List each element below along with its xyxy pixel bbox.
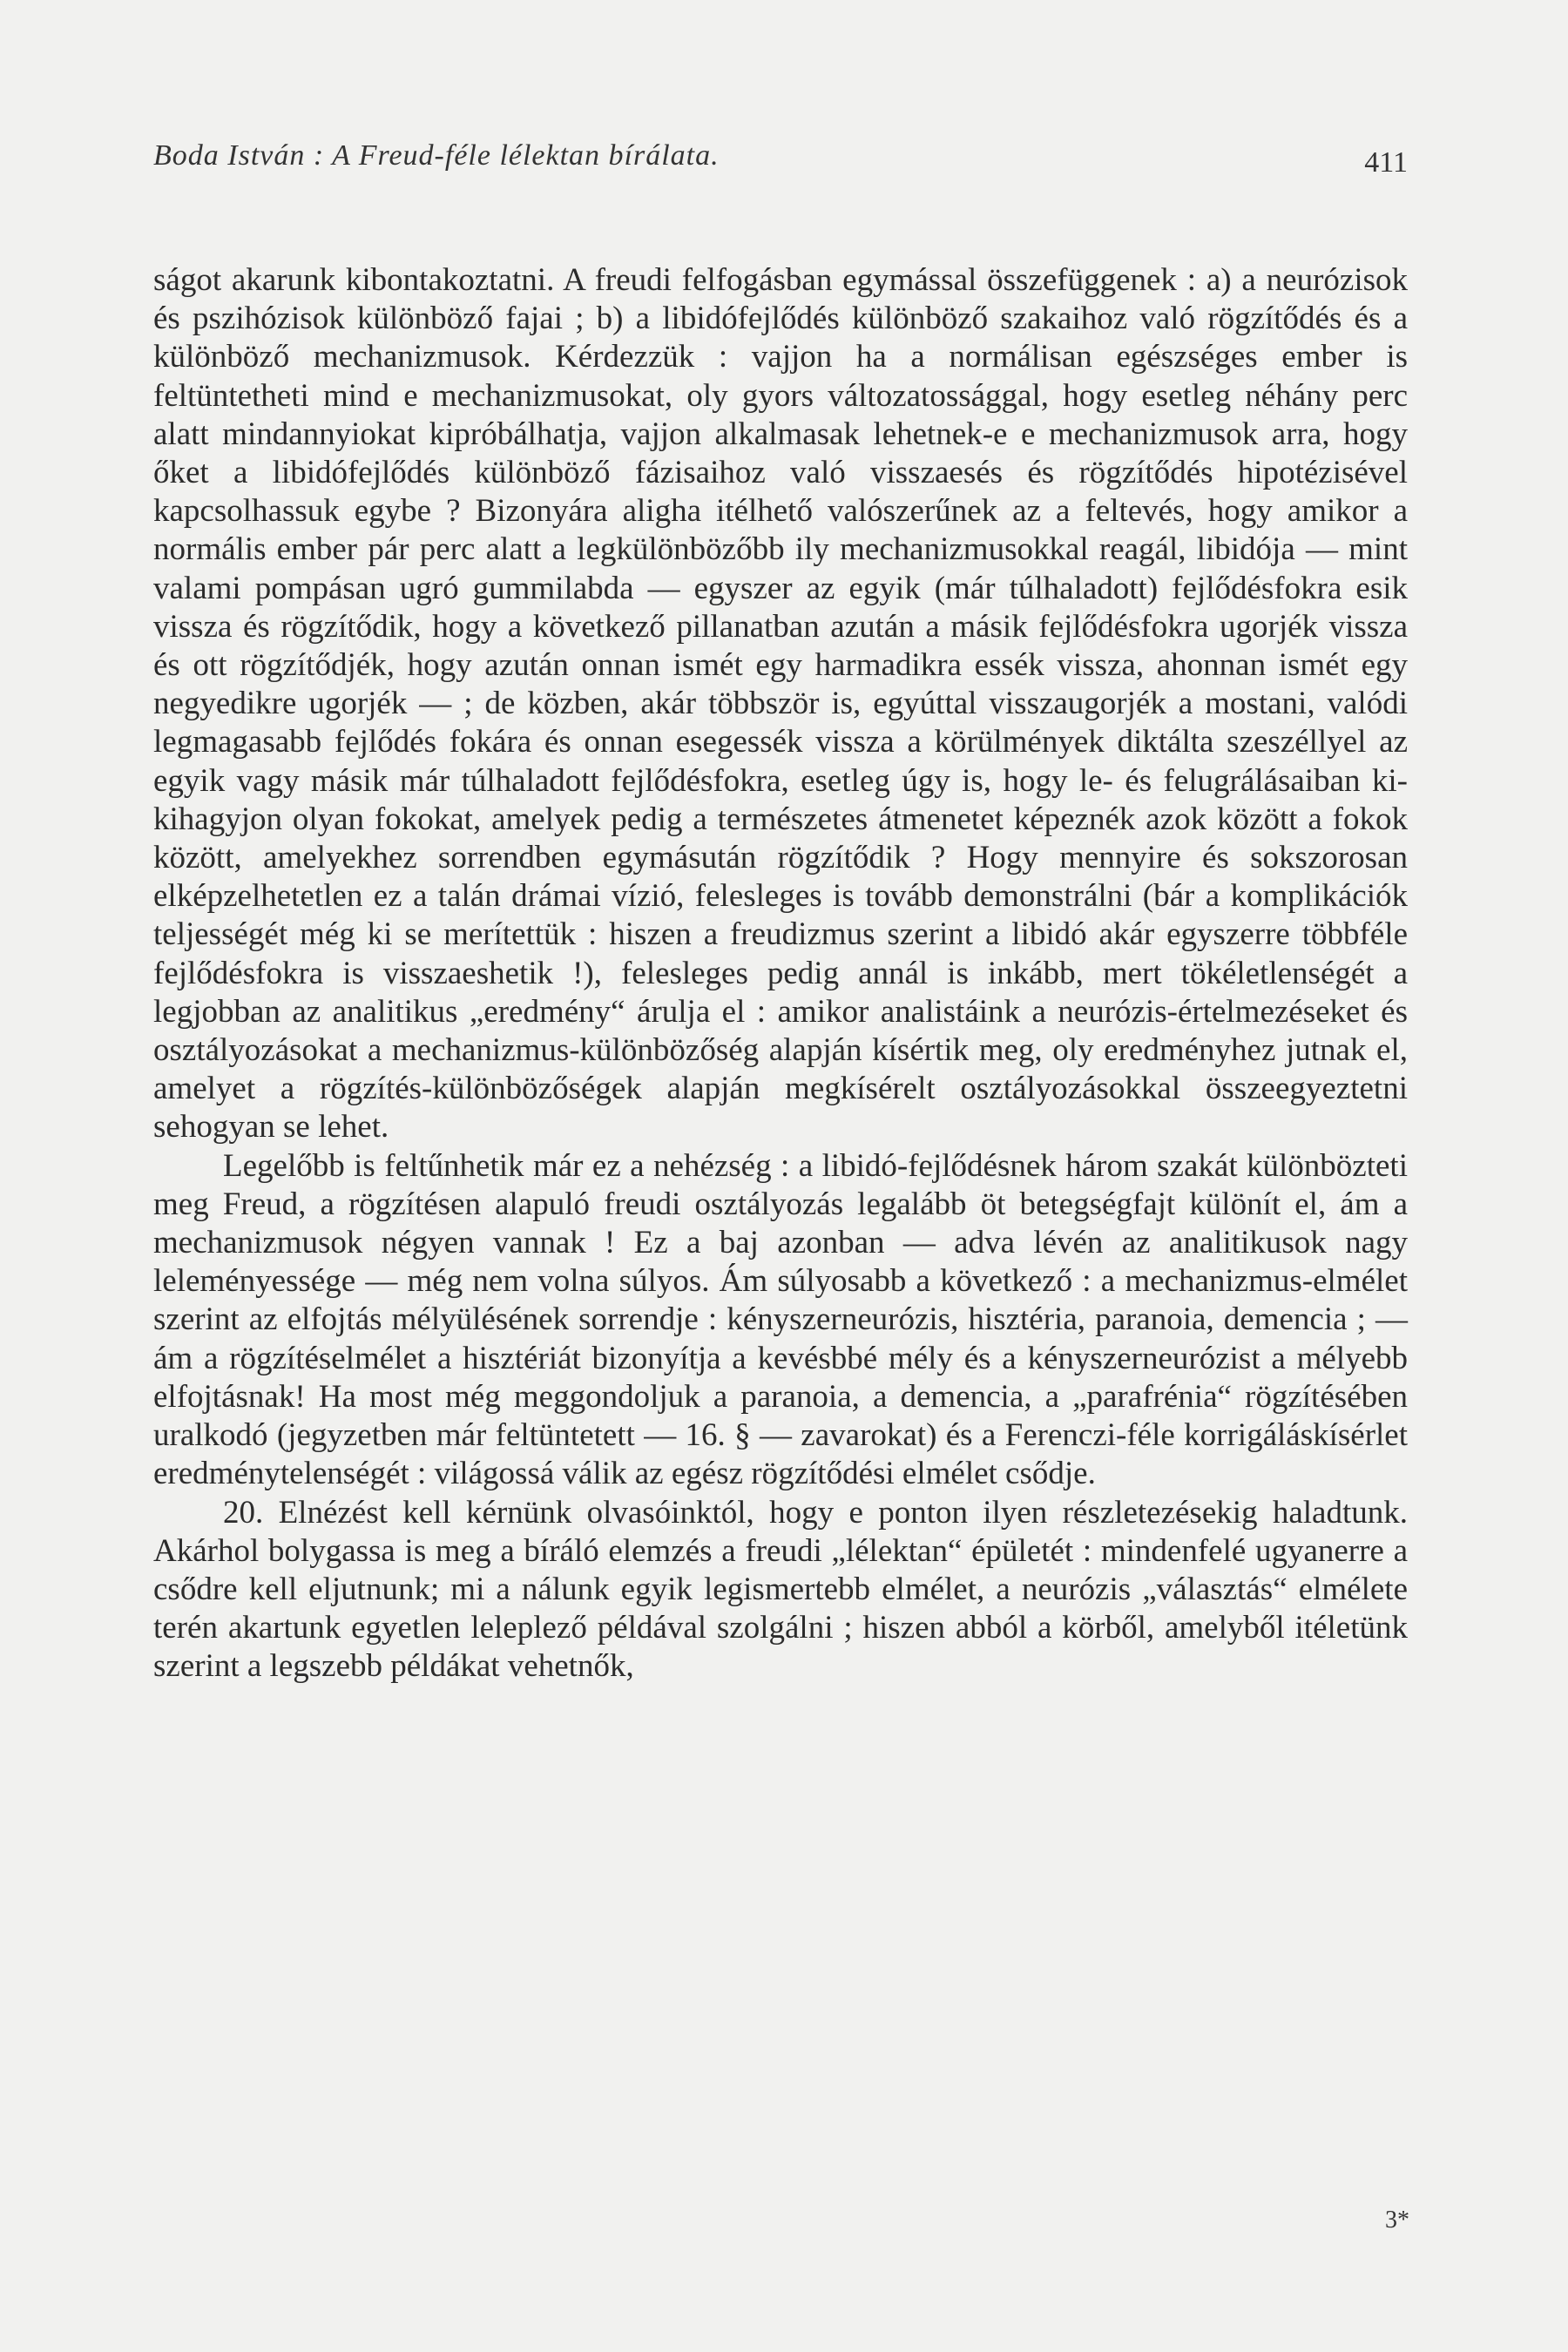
- paragraph-2: Legelőbb is feltűnhetik már ez a nehézség : a libidó-fejlődésnek három szakát különbözteti meg Freud, a rögzítésen alapuló freudi osztályozás legalább öt betegségfajt különít el, ám a mechanizmusok négyen vannak ! Ez a baj azonban — adva lévén az analitikusok nagy leleményessége — még nem volna súlyos. Ám súlyosabb a következő : a mechanizmus-elmélet szerint az elfojtás mélyülésének sorrendje : kényszerneurózis, hisztéria, paranoia, demencia ; — ám a rögzítéselmélet a hisztériát bizonyítja a kevésbbé mély és a kényszerneurózist a mélyebb elfojtásnak! Ha most még meggondoljuk a paranoia, a demencia, a „parafrénia“ rögzítésében uralkodó (jegyzetben már feltüntetett — 16. § — zavarokat) és a Ferenczi-féle korrigáláskísérlet eredménytelenségét : világossá válik az egész rögzítődési elmélet csődje.: [153, 1147, 1408, 1492]
- page-header: [153, 139, 1408, 192]
- paragraph-1: ságot akarunk kibontakoztatni. A freudi felfogásban egymással összefüggenek : a) a neurózisok és pszihózisok különböző fajai ; b) a libidófejlődés különböző szakaihoz való rögzítődés és a különböző mechanizmusok. Kérdezzük : vajjon ha a normálisan egészséges ember is feltüntetheti mind e mechanizmusokat, oly gyors változatossággal, hogy esetleg néhány perc alatt mindannyiokat kipróbálhatja, vajjon alkalmasak lehetnek-e e mechanizmusok arra, hogy őket a libidófejlődés különböző fázisaihoz való visszaesés és rögzítődés hipotézisével kapcsolhassuk egybe ? Bizonyára aligha itélhető valószerűnek az a feltevés, hogy amikor a normális ember pár perc alatt a legkülönbözőbb ily mechanizmusokkal reagál, libidója — mint valami pompásan ugró gummilabda — egyszer az egyik (már túlhaladott) fejlődésfokra esik vissza és rögzítődik, hogy a következő pillanatban azután a másik fejlődésfokra ugorjék vissza és ott rögzítődjék, hogy azután onnan ismét egy harmadikra essék vissza, ahonnan ismét egy negyedikre ugorjék — ; de közben, akár többször is, egyúttal visszaugorjék a mostani, valódi legmagasabb fejlődés fokára és onnan esegessék vissza a körülmények diktálta szeszéllyel az egyik vagy másik már túlhaladott fejlődésfokra, esetleg úgy is, hogy le- és felugrálásaiban ki-kihagyjon olyan fokokat, amelyek pedig a természetes átmenetet képeznék azok között a fokok között, amelyekhez sorrendben egymásután rögzítődik ? Hogy mennyire és sokszorosan elképzelhetetlen ez a talán drámai vízió, felesleges is tovább demonstrálni (bár a komplikációk teljességét még ki se merítettük : hiszen a freudizmus szerint a libidó akár egyszerre többféle fejlődésfokra is visszaeshetik !), felesleges pedig annál is inkább, mert tökéletlenségét a legjobban az analitikus „eredmény“ árulja el : amikor analistáink a neurózis-értelmezéseket és osztályozásokat a mechanizmus-különbözőség alapján kísértik meg, oly eredményhez jutnak el, amelyet a rögzítés-különbözőségek alapján megkísérelt osztályozásokkal összeegyeztetni sehogyan se lehet.: [153, 262, 1408, 1146]
- running-head: Boda István : A Freud-féle lélektan bírálata.: [153, 139, 720, 172]
- signature-mark: 3*: [1385, 2207, 1409, 2234]
- page-number: 411: [1364, 146, 1408, 179]
- paragraph-3: 20. Elnézést kell kérnünk olvasóinktól, hogy e ponton ilyen részletezésekig haladtunk. Akárhol bolygassa is meg a bíráló elemzés a freudi „lélektan“ épületét : mindenfelé ugyanerre a csődre kell eljutnunk; mi a nálunk egyik legismertebb elmélet, a neurózis „választás“ elmélete terén akartunk egyetlen leleplező példával szolgálni ; hiszen abból a körből, amelyből itéletünk szerint a legszebb példákat vehetnők,: [153, 1494, 1408, 1685]
- body-text: [153, 261, 1408, 1686]
